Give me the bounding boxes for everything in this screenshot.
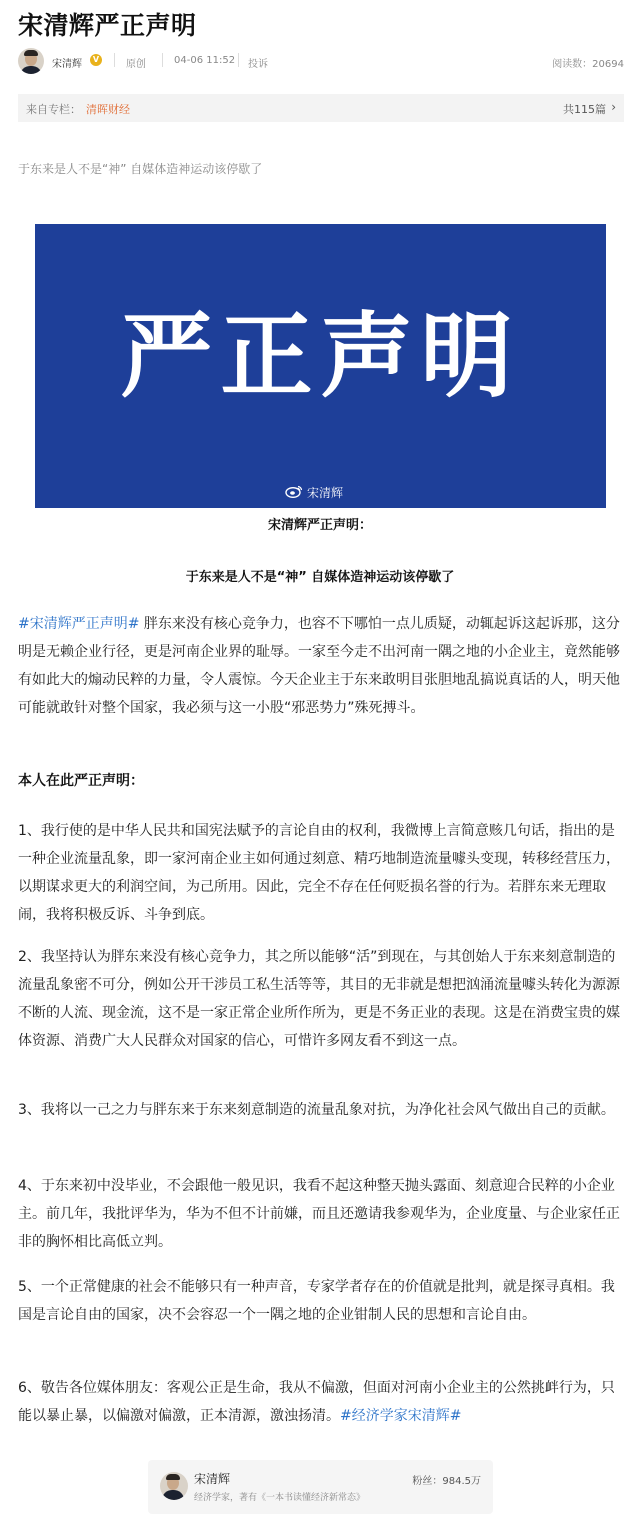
section-heading: 本人在此严正声明： — [18, 773, 144, 789]
original-label: 原创 — [126, 59, 146, 70]
author-card[interactable] — [148, 1460, 493, 1514]
author-card-name[interactable]: 宋清辉 — [194, 1472, 231, 1486]
paragraph-6-text: 6、敬告各位媒体朋友：客观公正是生命，我从不偏激，但面对河南小企业主的公然挑衅行为，只能以暴止暴，以偏激对偏激，正本清源，激浊扬清。 — [18, 1380, 615, 1424]
intro-text: 胖东来没有核心竞争力，也容不下哪怕一点儿质疑，动辄起诉这起诉那，这分明是无赖企业行径，更是河南企业界的耻辱。一家至今走不出河南一隅之地的小企业主，竟然能够有如此大的煽动民粹的力量，令人震惊。今天企业主于东来敢明目张胆地乱搞说真话的人，明天他可能就敢针对整个国家，我必须与这一小股“邪恶势力”殊死搏斗。 — [18, 616, 620, 716]
report-link[interactable]: 投诉 — [248, 59, 268, 70]
caption-statement: 宋清辉严正声明： — [267, 518, 372, 533]
read-count: 阅读数：20694 — [552, 59, 624, 70]
fans-value: 984.5万 — [442, 1476, 481, 1487]
article-title: 宋清辉严正声明 — [18, 11, 197, 40]
author-name[interactable]: 宋清辉 — [52, 59, 82, 70]
column-article-count[interactable]: 共115篇 — [563, 103, 606, 116]
divider — [162, 53, 163, 67]
divider — [114, 53, 115, 67]
article-meta — [18, 46, 624, 76]
chevron-right-icon[interactable]: › — [611, 100, 616, 114]
banner-text: 严正声明 — [120, 303, 521, 410]
watermark-text: 宋清辉 — [307, 486, 344, 500]
statement-paragraph-2: 2、我坚持认为胖东来没有核心竞争力，其之所以能够“活”到现在，与其创始人于东来刻意制造的流量乱象密不可分，例如公开干涉员工私生活等等，其目的无非就是想把汹涌流量噱头转化为源源不断的人流、现金流，这不是一家正常企业所作所为，更是不务正业的表现。这是在消费宝贵的媒体资源、消费广大人民群众对国家的信心，可惜许多网友看不到这一点。 — [18, 949, 620, 1049]
statement-paragraph-3: 3、我将以一己之力与胖东来于东来刻意制造的流量乱象对抗，为净化社会风气做出自己的贡献。 — [18, 1102, 615, 1118]
fans-label: 粉丝： — [412, 1476, 443, 1487]
caption-headline: 于东来是人不是“神” 自媒体造神运动该停歇了 — [185, 570, 455, 585]
author-card-avatar[interactable] — [160, 1472, 188, 1500]
column-from-label: 来自专栏： — [26, 103, 81, 116]
statement-banner-image — [35, 224, 606, 508]
statement-paragraph-5: 5、一个正常健康的社会不能够只有一种声音，专家学者存在的价值就是批判，就是探寻真相。我国是言论自由的国家，决不会容忍一个一隅之地的企业钳制人民的思想和言论自由。 — [18, 1279, 615, 1323]
topic-tag-link[interactable]: #宋清辉严正声明# — [18, 616, 140, 632]
column-name-link[interactable]: 清晖财经 — [86, 103, 130, 116]
statement-paragraph-1: 1、我行使的是中华人民共和国宪法赋予的言论自由的权利，我微博上言简意赅几句话，指出的是一种企业流量乱象，即一家河南企业主如何通过刻意、精巧地制造流量噱头变现，转移经营压力，以期谋求更大的利润空间，为己所用。因此，完全不存在任何贬损名誉的行为。若胖东来无理取闹，我将积极反诉、斗争到底。 — [18, 823, 620, 923]
fans-count — [412, 1472, 481, 1487]
verified-badge-icon: V — [90, 54, 102, 66]
weibo-icon — [285, 484, 303, 498]
author-avatar[interactable] — [18, 48, 44, 74]
article-lead: 于东来是人不是“神” 自媒体造神运动该停歇了 — [18, 162, 263, 176]
publish-time: 04-06 11:52 — [174, 55, 236, 66]
author-card-description: 经济学家，著有《一本书读懂经济新常态》 — [194, 1493, 366, 1503]
topic-tag-link[interactable]: #经济学家宋清辉# — [340, 1408, 462, 1424]
divider — [238, 53, 239, 67]
column-bar[interactable] — [18, 94, 624, 122]
statement-paragraph-6 — [18, 1374, 624, 1430]
intro-paragraph — [18, 610, 624, 722]
statement-paragraph-4: 4、于东来初中没毕业，不会跟他一般见识，我看不起这种整天抛头露面、刻意迎合民粹的小企业主。前几年，我批评华为，华为不但不计前嫌，而且还邀请我参观华为，企业度量、与企业家任正非的胸怀相比高低立判。 — [18, 1178, 620, 1250]
